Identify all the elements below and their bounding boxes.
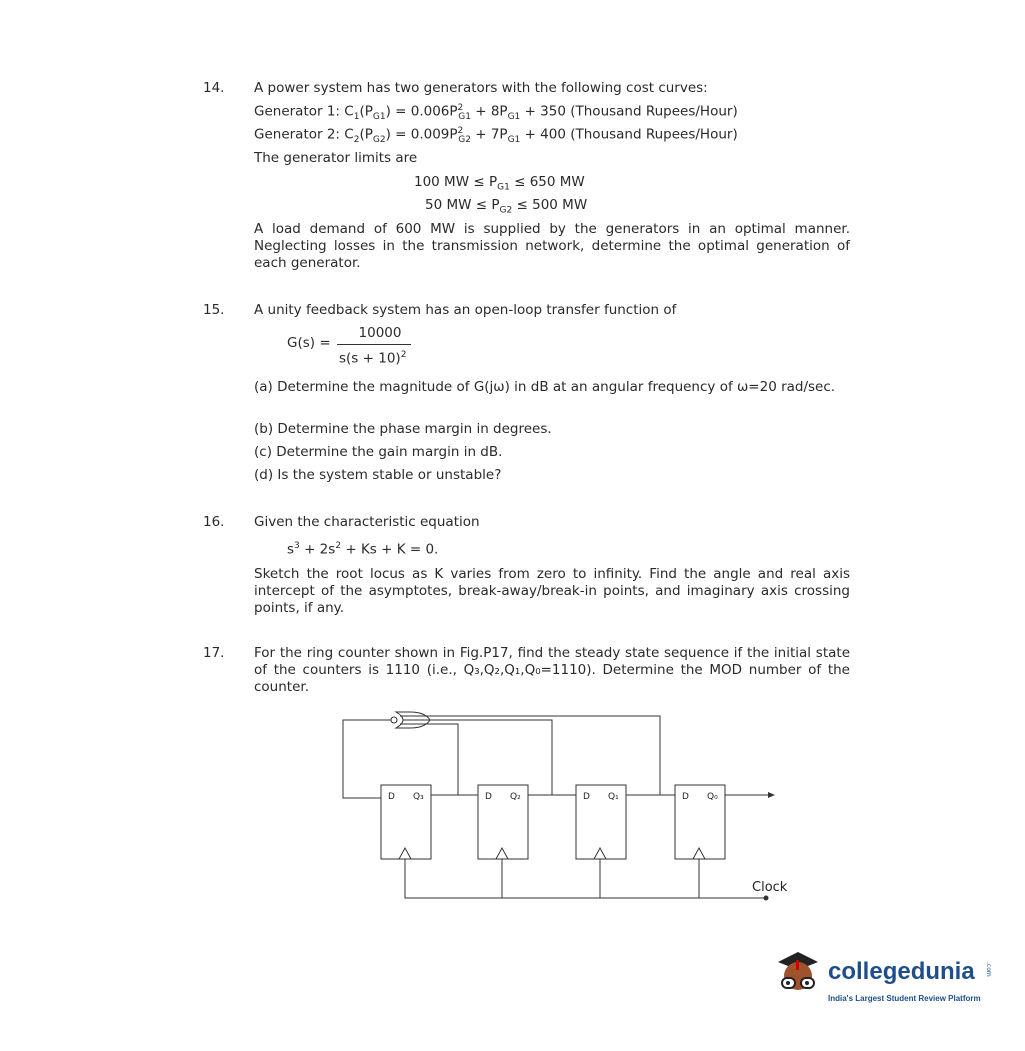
- clock-terminal: [764, 896, 769, 901]
- q14-limits-intro: The generator limits are: [254, 150, 418, 166]
- q15-tf-numerator: 10000: [358, 325, 402, 341]
- logo-suffix: .com: [985, 962, 992, 977]
- q15-part-d: (d) Is the system stable or unstable?: [254, 467, 502, 483]
- q14-generator2-equation: Generator 2: $C_2(P_{G2}) = 0.009P^2_{G2} + 7P_{G1} + 400$ (Thousand Rupees/Hour): [254, 126, 738, 146]
- q14-generator1-equation: Generator 1: $C_1(P_{G1}) = 0.006P^2_{G1} + 8P_{G1} + 350$ (Thousand Rupees/Hour): [254, 103, 738, 123]
- q15-part-c: (c) Determine the gain margin in dB.: [254, 444, 503, 460]
- clock-label: Clock: [752, 880, 788, 895]
- q15-intro: A unity feedback system has an open-loop transfer function of: [254, 302, 677, 318]
- q14-intro: A power system has two generators with the following cost curves:: [254, 80, 708, 96]
- output-arrow: [768, 792, 775, 798]
- q14-limit-g2: 50 MW ≤ $P_{G2} \le 500$ MW: [425, 197, 588, 216]
- q14-number: 14.: [203, 80, 225, 96]
- q16-equation: $s^3 + 2s^2 + Ks + K = 0$.: [287, 541, 439, 558]
- q14-body: A load demand of 600 MW is supplied by the generators in an optimal manner. Neglecting losses in the transmission network, determine the optimal generation of each generator.: [254, 221, 850, 271]
- q17-body: For the ring counter shown in Fig.P17, find the steady state sequence if the initial state of the counters is 1110 (i.e., Q₃,Q₂,Q₁,Q₀=1110). Determine the MOD number of the counter.: [254, 645, 850, 695]
- logo-tagline: India's Largest Student Review Platform: [828, 994, 981, 1003]
- q15-part-b: (b) Determine the phase margin in degrees.: [254, 421, 552, 437]
- ff3-q-label: Q₃: [413, 792, 424, 802]
- q15-number: 15.: [203, 302, 225, 318]
- ff1-q-label: Q₁: [608, 792, 619, 802]
- q17-number: 17.: [203, 645, 225, 661]
- q15-tf-lhs: G(s) =: [287, 335, 331, 351]
- ff2-d-label: D: [485, 792, 492, 802]
- ff0-d-label: D: [682, 792, 689, 802]
- ff0-q-label: Q₀: [707, 792, 718, 802]
- q15-part-a: (a) Determine the magnitude of G(jω) in dB at an angular frequency of ω=20 rad/sec.: [254, 379, 836, 395]
- q16-intro: Given the characteristic equation: [254, 514, 480, 530]
- ff3-d-label: D: [388, 792, 395, 802]
- q16-number: 16.: [203, 514, 225, 530]
- q14-limit-g1: 100 MW ≤ $P_{G1} \le 650$ MW: [414, 174, 585, 193]
- ff1-d-label: D: [583, 792, 590, 802]
- collegedunia-mascot-icon: [768, 944, 828, 1004]
- nor-gate-bubble: [391, 717, 397, 723]
- q15-tf-denominator: $s(s + 10)^2$: [339, 350, 407, 367]
- logo-wordmark: collegedunia: [828, 958, 975, 985]
- q16-body: Sketch the root locus as K varies from zero to infinity. Find the angle and real axis intercept of the asymptotes, break-away/break-in points, and imaginary axis crossing points, if any.: [254, 566, 850, 616]
- ff2-q-label: Q₂: [510, 792, 521, 802]
